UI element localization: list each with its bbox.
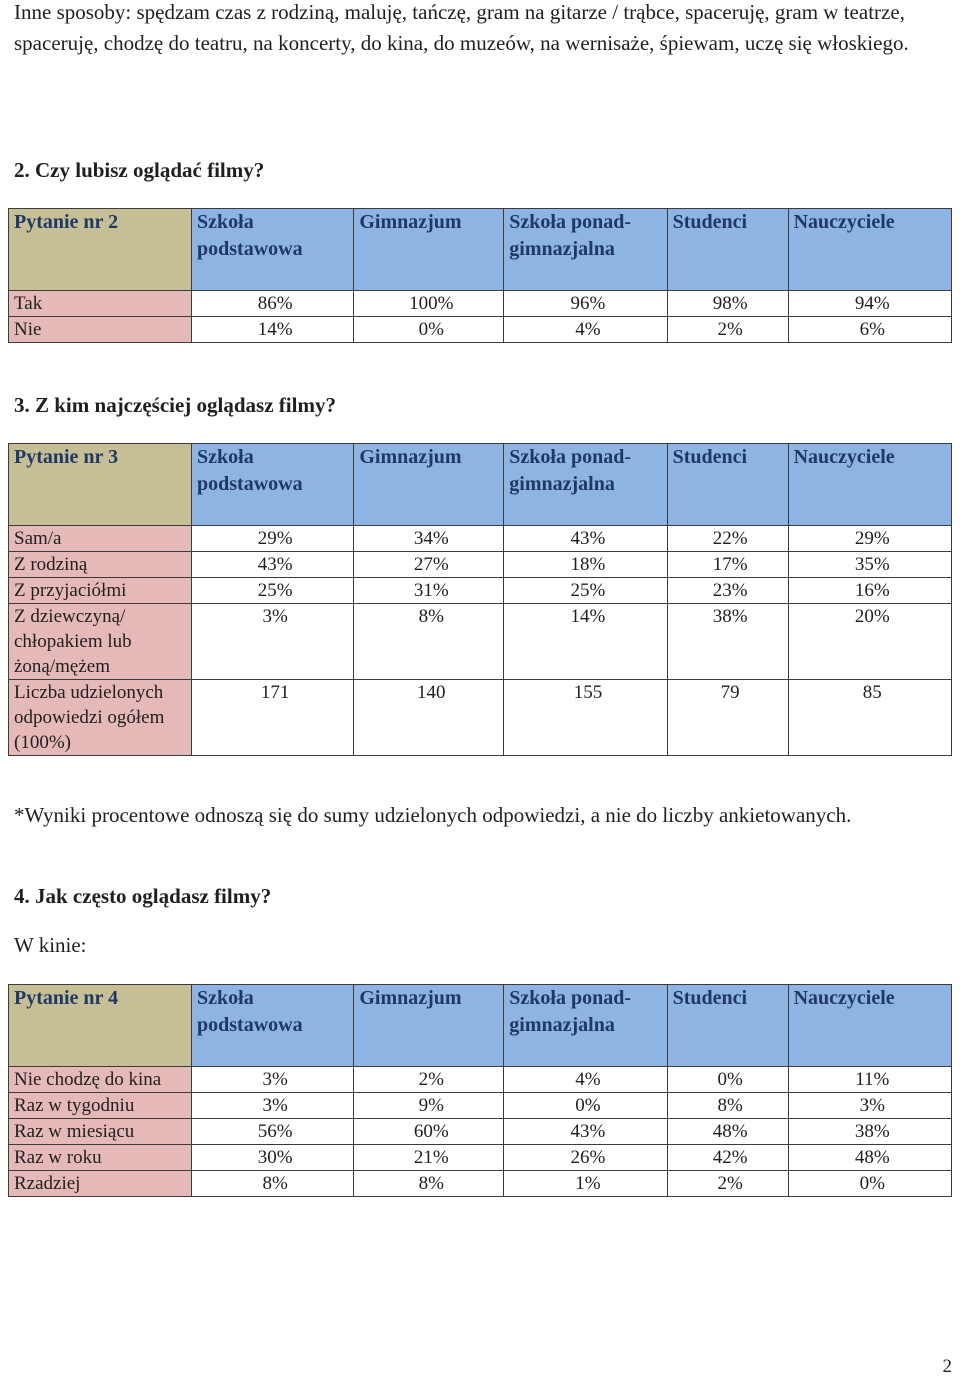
table-cell: 9%	[354, 1093, 504, 1119]
table-cell: 98%	[667, 291, 788, 317]
table-cell: 34%	[354, 526, 504, 552]
table-cell: 79	[667, 680, 788, 756]
column-header: Szkoła ponad-gimnazjalna	[504, 985, 667, 1067]
column-header: Szkoła ponad-gimnazjalna	[504, 444, 667, 526]
table-row	[9, 526, 952, 552]
table-row	[9, 604, 952, 680]
table-cell: 4%	[504, 317, 667, 343]
table-cell: 35%	[788, 552, 951, 578]
column-header: Studenci	[667, 209, 788, 291]
table-cell: 31%	[354, 578, 504, 604]
table-cell: 6%	[788, 317, 951, 343]
table-cell: 3%	[192, 1093, 354, 1119]
table-cell: 0%	[504, 1093, 667, 1119]
row-label: Raz w tygodniu	[9, 1093, 192, 1119]
table-cell: 16%	[788, 578, 951, 604]
table-cell: 25%	[192, 578, 354, 604]
row-label: Liczba udzielonych odpowiedzi ogółem (100%)	[9, 680, 192, 756]
table-row	[9, 680, 952, 756]
table-cell: 0%	[354, 317, 504, 343]
table-cell: 2%	[354, 1067, 504, 1093]
column-header: Nauczyciele	[788, 985, 951, 1067]
table-header-row	[9, 444, 952, 526]
row-label: Nie	[9, 317, 192, 343]
table-cell: 43%	[504, 526, 667, 552]
table-cell: 48%	[667, 1119, 788, 1145]
column-header: Gimnazjum	[354, 985, 504, 1067]
row-label: Nie chodzę do kina	[9, 1067, 192, 1093]
question-4-table	[8, 984, 952, 1197]
table-cell: 140	[354, 680, 504, 756]
column-header: Nauczyciele	[788, 209, 951, 291]
table-cell: 42%	[667, 1145, 788, 1171]
table-cell: 20%	[788, 604, 951, 680]
row-label: Sam/a	[9, 526, 192, 552]
table-cell: 27%	[354, 552, 504, 578]
table-corner-label: Pytanie nr 2	[9, 209, 192, 291]
table-row	[9, 317, 952, 343]
column-header: Gimnazjum	[354, 209, 504, 291]
column-header: Szkoła ponad-gimnazjalna	[504, 209, 667, 291]
question-2-heading: 2. Czy lubisz oglądać filmy?	[14, 158, 265, 182]
row-label: Rzadziej	[9, 1171, 192, 1197]
column-header: Szkoła podstawowa	[192, 444, 354, 526]
table-cell: 0%	[667, 1067, 788, 1093]
table-cell: 2%	[667, 1171, 788, 1197]
table-cell: 1%	[504, 1171, 667, 1197]
table-cell: 171	[192, 680, 354, 756]
table-corner-label: Pytanie nr 4	[9, 985, 192, 1067]
column-header: Gimnazjum	[354, 444, 504, 526]
table-cell: 100%	[354, 291, 504, 317]
table-cell: 18%	[504, 552, 667, 578]
table-cell: 94%	[788, 291, 951, 317]
table-cell: 8%	[667, 1093, 788, 1119]
column-header: Szkoła podstawowa	[192, 209, 354, 291]
table-cell: 30%	[192, 1145, 354, 1171]
table-cell: 155	[504, 680, 667, 756]
table-cell: 8%	[192, 1171, 354, 1197]
table-header-row	[9, 209, 952, 291]
table-cell: 96%	[504, 291, 667, 317]
table-cell: 29%	[192, 526, 354, 552]
column-header: Studenci	[667, 444, 788, 526]
table-cell: 48%	[788, 1145, 951, 1171]
table-cell: 2%	[667, 317, 788, 343]
table-cell: 8%	[354, 1171, 504, 1197]
question-4-subheading: W kinie:	[14, 933, 87, 957]
table-cell: 4%	[504, 1067, 667, 1093]
table-row	[9, 1119, 952, 1145]
footnote: *Wyniki procentowe odnoszą się do sumy udzielonych odpowiedzi, a nie do liczby ankietowanych.	[14, 803, 852, 827]
row-label: Z przyjaciółmi	[9, 578, 192, 604]
table-cell: 21%	[354, 1145, 504, 1171]
column-header: Nauczyciele	[788, 444, 951, 526]
table-cell: 60%	[354, 1119, 504, 1145]
table-cell: 38%	[788, 1119, 951, 1145]
table-cell: 3%	[788, 1093, 951, 1119]
table-cell: 56%	[192, 1119, 354, 1145]
table-cell: 43%	[504, 1119, 667, 1145]
table-header-row	[9, 985, 952, 1067]
row-label: Tak	[9, 291, 192, 317]
table-cell: 38%	[667, 604, 788, 680]
table-cell: 8%	[354, 604, 504, 680]
table-cell: 85	[788, 680, 951, 756]
page-number: 2	[942, 1356, 952, 1377]
table-row	[9, 1093, 952, 1119]
table-cell: 86%	[192, 291, 354, 317]
question-2-table	[8, 208, 952, 343]
table-cell: 29%	[788, 526, 951, 552]
row-label: Raz w miesiącu	[9, 1119, 192, 1145]
table-cell: 17%	[667, 552, 788, 578]
row-label: Z rodziną	[9, 552, 192, 578]
row-label: Z dziewczyną/ chłopakiem lub żoną/mężem	[9, 604, 192, 680]
question-3-table	[8, 443, 952, 756]
table-row	[9, 1145, 952, 1171]
table-cell: 26%	[504, 1145, 667, 1171]
table-row	[9, 291, 952, 317]
table-cell: 25%	[504, 578, 667, 604]
question-4-heading: 4. Jak często oglądasz filmy?	[14, 884, 272, 908]
table-row	[9, 552, 952, 578]
table-cell: 22%	[667, 526, 788, 552]
table-row	[9, 1171, 952, 1197]
intro-paragraph: Inne sposoby: spędzam czas z rodziną, maluję, tańczę, gram na gitarze / trąbce, spaceruję, gram w teatrze, spaceruję, chodzę do teatru, na koncerty, do kina, do muzeów, na wernisaże, śpiewam, uczę się włoskiego.	[14, 0, 909, 55]
table-cell: 3%	[192, 604, 354, 680]
table-cell: 23%	[667, 578, 788, 604]
table-cell: 14%	[504, 604, 667, 680]
column-header: Studenci	[667, 985, 788, 1067]
question-3-heading: 3. Z kim najczęściej oglądasz filmy?	[14, 393, 336, 417]
row-label: Raz w roku	[9, 1145, 192, 1171]
table-row	[9, 578, 952, 604]
table-cell: 0%	[788, 1171, 951, 1197]
table-cell: 43%	[192, 552, 354, 578]
table-cell: 3%	[192, 1067, 354, 1093]
table-corner-label: Pytanie nr 3	[9, 444, 192, 526]
table-cell: 14%	[192, 317, 354, 343]
table-cell: 11%	[788, 1067, 951, 1093]
table-row	[9, 1067, 952, 1093]
column-header: Szkoła podstawowa	[192, 985, 354, 1067]
